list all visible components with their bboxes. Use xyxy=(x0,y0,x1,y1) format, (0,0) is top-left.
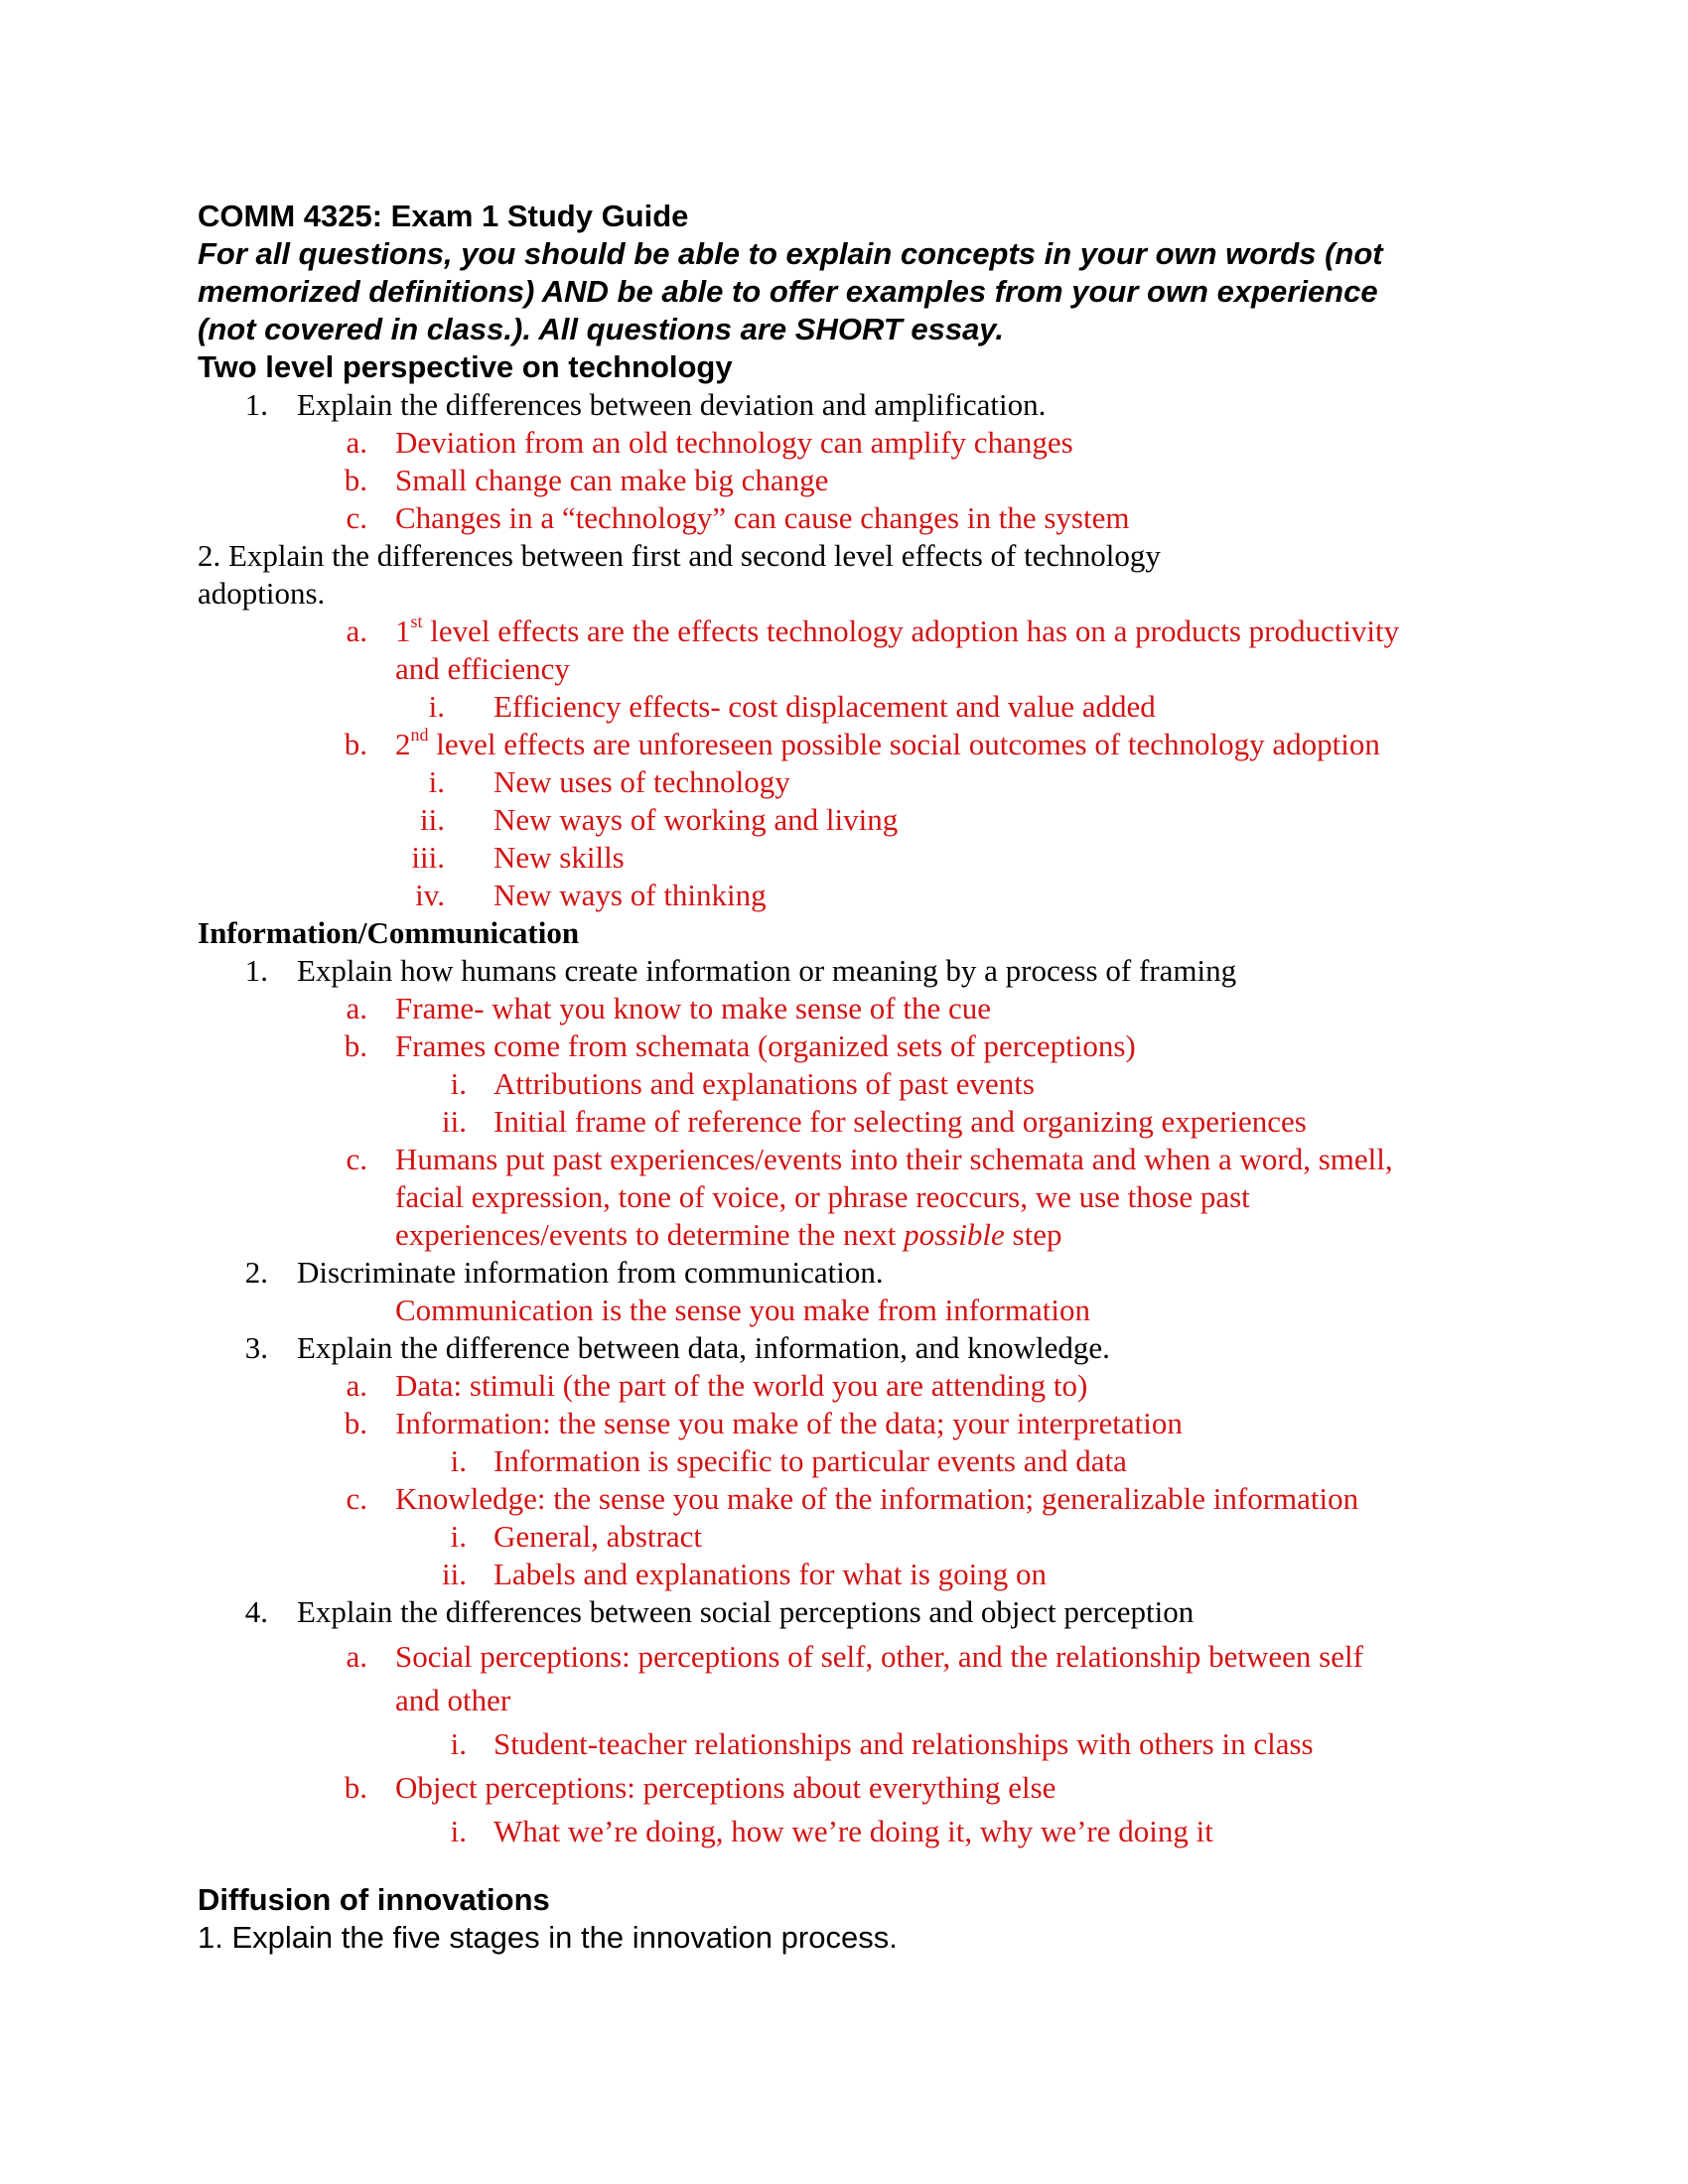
sub-answer-marker: i. xyxy=(450,1726,467,1761)
sub-answer-text: New ways of thinking xyxy=(493,878,767,912)
sub-answer-text: Labels and explanations for what is going on xyxy=(493,1557,1048,1591)
instructions-line-1: For all questions, you should be able to explain concepts in your own words (not xyxy=(198,236,1383,271)
answer-text: Changes in a “technology” can cause changes in the system xyxy=(395,500,1130,535)
answer-marker: a. xyxy=(346,991,367,1025)
sub-answer-marker: iv. xyxy=(415,878,445,912)
sub-answer-marker: i. xyxy=(450,1814,467,1848)
answer-text: Humans put past experiences/events into their schemata and when a word, smell, xyxy=(395,1142,1393,1176)
answer-marker: a. xyxy=(346,425,367,460)
answer-text: Knowledge: the sense you make of the information; generalizable information xyxy=(395,1481,1359,1516)
answer-text: Frames come from schemata (organized sets of perceptions) xyxy=(395,1028,1136,1063)
answer-marker: a. xyxy=(346,614,367,648)
sub-answer-text: Attributions and explanations of past events xyxy=(493,1066,1035,1101)
answer-text: Deviation from an old technology can amplify changes xyxy=(395,425,1073,460)
sub-answer-text: Initial frame of reference for selecting and organizing experiences xyxy=(493,1104,1307,1139)
sub-answer-marker: ii. xyxy=(442,1557,467,1591)
answer-text xyxy=(395,726,1380,763)
sub-answer-marker: i. xyxy=(450,1443,467,1478)
answer-emphasis: possible xyxy=(904,1217,1005,1252)
answer-text xyxy=(395,613,1399,650)
answer-text-part: experiences/events to determine the next xyxy=(395,1217,905,1252)
question-text: Explain the differences between social perceptions and object perception xyxy=(297,1594,1195,1629)
question-number: 4. xyxy=(244,1594,268,1629)
page-title: COMM 4325: Exam 1 Study Guide xyxy=(198,199,689,233)
question-text-continued: adoptions. xyxy=(198,576,326,611)
question-number: 1. xyxy=(244,387,268,422)
sub-answer-marker: ii. xyxy=(420,802,445,837)
answer-text-continued: and efficiency xyxy=(395,651,570,686)
answer-marker: c. xyxy=(346,500,367,535)
ordinal-suffix: st xyxy=(410,612,423,631)
question-text: Explain the differences between deviation and amplification. xyxy=(297,387,1047,422)
sub-answer-marker: i. xyxy=(450,1066,467,1101)
answer-text: Data: stimuli (the part of the world you are attending to) xyxy=(395,1368,1088,1403)
ordinal-number: 1 xyxy=(395,614,411,648)
sub-answer-text: New ways of working and living xyxy=(493,802,899,837)
answer-text: Communication is the sense you make from information xyxy=(395,1293,1090,1327)
sub-answer-marker: i. xyxy=(450,1519,467,1554)
answer-rest: level effects are the effects technology adoption has on a products productivity xyxy=(422,614,1400,648)
answer-text-continued xyxy=(395,1216,1061,1254)
answer-marker: b. xyxy=(344,1028,367,1063)
instructions-line-3: (not covered in class.). All questions are SHORT essay. xyxy=(198,312,1005,346)
sub-answer-marker: ii. xyxy=(442,1104,467,1139)
question-text: 1. Explain the five stages in the innovation process. xyxy=(198,1920,898,1955)
sub-answer-text: Information is specific to particular events and data xyxy=(493,1443,1127,1478)
answer-text-continued: and other xyxy=(395,1683,511,1717)
question-number: 3. xyxy=(244,1330,268,1365)
answer-text: Social perceptions: perceptions of self, other, and the relationship between self xyxy=(395,1639,1363,1674)
answer-text: Information: the sense you make of the data; your interpretation xyxy=(395,1406,1183,1440)
answer-marker: b. xyxy=(344,727,367,761)
sub-answer-marker: iii. xyxy=(411,840,445,875)
sub-answer-marker: i. xyxy=(428,764,445,799)
question-number: 2. xyxy=(244,1255,268,1290)
answer-text-part: step xyxy=(1004,1217,1062,1252)
answer-marker: b. xyxy=(344,1770,367,1805)
answer-marker: c. xyxy=(346,1481,367,1516)
answer-text: Object perceptions: perceptions about everything else xyxy=(395,1770,1056,1805)
section-heading-information-communication: Information/Communication xyxy=(198,915,580,950)
ordinal-number: 2 xyxy=(395,727,411,761)
sub-answer-text: General, abstract xyxy=(493,1519,702,1554)
sub-answer-text: Student-teacher relationships and relationships with others in class xyxy=(493,1726,1314,1761)
answer-marker: b. xyxy=(344,463,367,497)
sub-answer-text: New skills xyxy=(493,840,625,875)
answer-text: Small change can make big change xyxy=(395,463,829,497)
instructions-line-2: memorized definitions) AND be able to offer examples from your own experience xyxy=(198,274,1378,309)
ordinal-suffix: nd xyxy=(410,725,429,745)
question-text: Explain how humans create information or meaning by a process of framing xyxy=(297,953,1237,988)
answer-marker: b. xyxy=(344,1406,367,1440)
sub-answer-marker: i. xyxy=(428,689,445,724)
sub-answer-text: New uses of technology xyxy=(493,764,790,799)
question-text: Discriminate information from communication. xyxy=(297,1255,884,1290)
section-heading-two-level: Two level perspective on technology xyxy=(198,349,733,384)
question-number: 1. xyxy=(244,953,268,988)
question-text: 2. Explain the differences between first and second level effects of technology xyxy=(198,538,1161,573)
section-heading-diffusion: Diffusion of innovations xyxy=(198,1882,550,1917)
answer-text: Frame- what you know to make sense of the cue xyxy=(395,991,992,1025)
answer-marker: a. xyxy=(346,1368,367,1403)
answer-rest: level effects are unforeseen possible social outcomes of technology adoption xyxy=(428,727,1380,761)
answer-marker: c. xyxy=(346,1142,367,1176)
answer-marker: a. xyxy=(346,1639,367,1674)
sub-answer-text: What we’re doing, how we’re doing it, why we’re doing it xyxy=(493,1814,1213,1848)
question-text: Explain the difference between data, information, and knowledge. xyxy=(297,1330,1110,1365)
answer-text-continued: facial expression, tone of voice, or phrase reoccurs, we use those past xyxy=(395,1179,1250,1214)
sub-answer-text: Efficiency effects- cost displacement and value added xyxy=(493,689,1156,724)
